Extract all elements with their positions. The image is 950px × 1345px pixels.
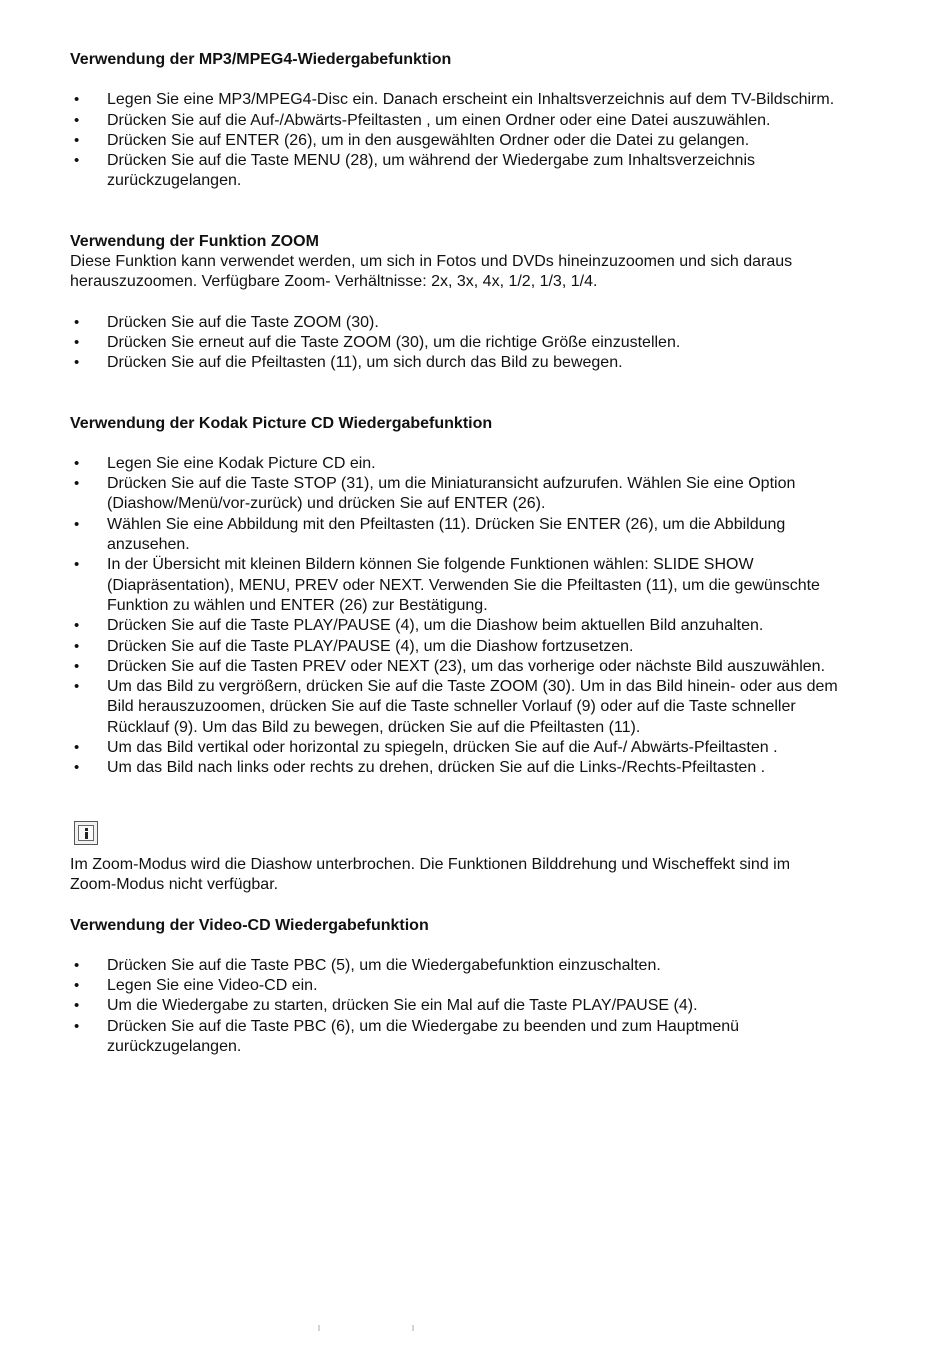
- list-item: • Um das Bild vertikal oder horizontal zu spiegeln, drücken Sie auf die Auf-/ Abwärts-Pfeiltasten .: [70, 738, 840, 758]
- note-block: [70, 821, 840, 896]
- list-item: • Um die Wiedergabe zu starten, drücken Sie ein Mal auf die Taste PLAY/PAUSE (4).: [70, 996, 840, 1016]
- list-item: • Drücken Sie erneut auf die Taste ZOOM (30), um die richtige Größe einzustellen.: [70, 333, 840, 353]
- list-item: • Drücken Sie auf die Pfeiltasten (11), um sich durch das Bild zu bewegen.: [70, 353, 840, 373]
- note-text: Im Zoom-Modus wird die Diashow unterbrochen. Die Funktionen Bilddrehung und Wischeffekt sind im Zoom-Modus nicht verfügbar.: [70, 855, 791, 894]
- document-page: [70, 50, 840, 1057]
- list-item: • Drücken Sie auf die Tasten PREV oder NEXT (23), um das vorherige oder nächste Bild auszuwählen.: [70, 657, 840, 677]
- list-item: • Drücken Sie auf die Taste STOP (31), um die Miniaturansicht aufzurufen. Wählen Sie eine Option (Diashow/Menü/vor-zurück) und drücken Sie auf ENTER (26).: [70, 474, 840, 515]
- list-item: • Drücken Sie auf die Taste PLAY/PAUSE (4), um die Diashow beim aktuellen Bild anzuhalten.: [70, 616, 840, 636]
- section-heading-kodak: Verwendung der Kodak Picture CD Wiedergabefunktion: [70, 414, 493, 432]
- scan-mark: [318, 1325, 320, 1331]
- list-item: • Drücken Sie auf die Taste PBC (6), um die Wiedergabe zu beenden und zum Hauptmenü zurückzugelangen.: [70, 1017, 840, 1058]
- section-heading-video-cd: Verwendung der Video-CD Wiedergabefunktion: [70, 916, 429, 934]
- list-item: • Legen Sie eine Kodak Picture CD ein.: [70, 454, 840, 474]
- list-item: • Drücken Sie auf die Taste MENU (28), um während der Wiedergabe zum Inhaltsverzeichnis zurückzugelangen.: [70, 151, 840, 192]
- bullet-list-kodak: [70, 454, 840, 779]
- list-item: • Drücken Sie auf die Auf-/Abwärts-Pfeiltasten , um einen Ordner oder eine Datei auszuwählen.: [70, 111, 840, 131]
- list-item: • Legen Sie eine MP3/MPEG4-Disc ein. Danach erscheint ein Inhaltsverzeichnis auf dem TV-Bildschirm.: [70, 90, 840, 110]
- list-item: • Legen Sie eine Video-CD ein.: [70, 976, 840, 996]
- footer-marks: [0, 1325, 950, 1335]
- list-item: • In der Übersicht mit kleinen Bildern können Sie folgende Funktionen wählen: SLIDE SHOW (Diapräsentation), MENU, PREV oder NEXT. Verwenden Sie die Pfeiltasten (11), um die gewünschte Funktion zu wählen und ENTER (26) zur Bestätigung.: [70, 555, 840, 616]
- section-heading-zoom: Verwendung der Funktion ZOOM: [70, 232, 319, 250]
- list-item: • Drücken Sie auf ENTER (26), um in den ausgewählten Ordner oder die Datei zu gelangen.: [70, 131, 840, 151]
- list-item: • Drücken Sie auf die Taste PLAY/PAUSE (4), um die Diashow fortzusetzen.: [70, 637, 840, 657]
- info-icon: [74, 821, 98, 845]
- section-intro-zoom: Diese Funktion kann verwendet werden, um sich in Fotos und DVDs hineinzuzoomen und sich daraus herauszuzoomen. Verfügbare Zoom- Verhältnisse: 2x, 3x, 4x, 1/2, 1/3, 1/4.: [70, 253, 793, 291]
- bullet-list-video-cd: [70, 956, 840, 1057]
- section-heading-mp3: Verwendung der MP3/MPEG4-Wiedergabefunktion: [70, 51, 452, 68]
- scan-mark: [412, 1325, 414, 1331]
- list-item: • Um das Bild nach links oder rechts zu drehen, drücken Sie auf die Links-/Rechts-Pfeiltasten .: [70, 758, 840, 778]
- list-item: • Drücken Sie auf die Taste PBC (5), um die Wiedergabefunktion einzuschalten.: [70, 956, 840, 976]
- bullet-list-zoom: [70, 313, 840, 374]
- list-item: • Wählen Sie eine Abbildung mit den Pfeiltasten (11). Drücken Sie ENTER (26), um die Abbildung anzusehen.: [70, 515, 840, 556]
- list-item: • Um das Bild zu vergrößern, drücken Sie auf die Taste ZOOM (30). Um in das Bild hinein- oder aus dem Bild herauszuzoomen, drücken Sie auf die Taste schneller Vorlauf (9) oder auf die Taste schneller Rücklauf (9). Um das Bild zu bewegen, drücken Sie auf die Pfeiltasten (11).: [70, 677, 840, 738]
- bullet-list-mp3: [70, 90, 840, 191]
- list-item: • Drücken Sie auf die Taste ZOOM (30).: [70, 313, 840, 333]
